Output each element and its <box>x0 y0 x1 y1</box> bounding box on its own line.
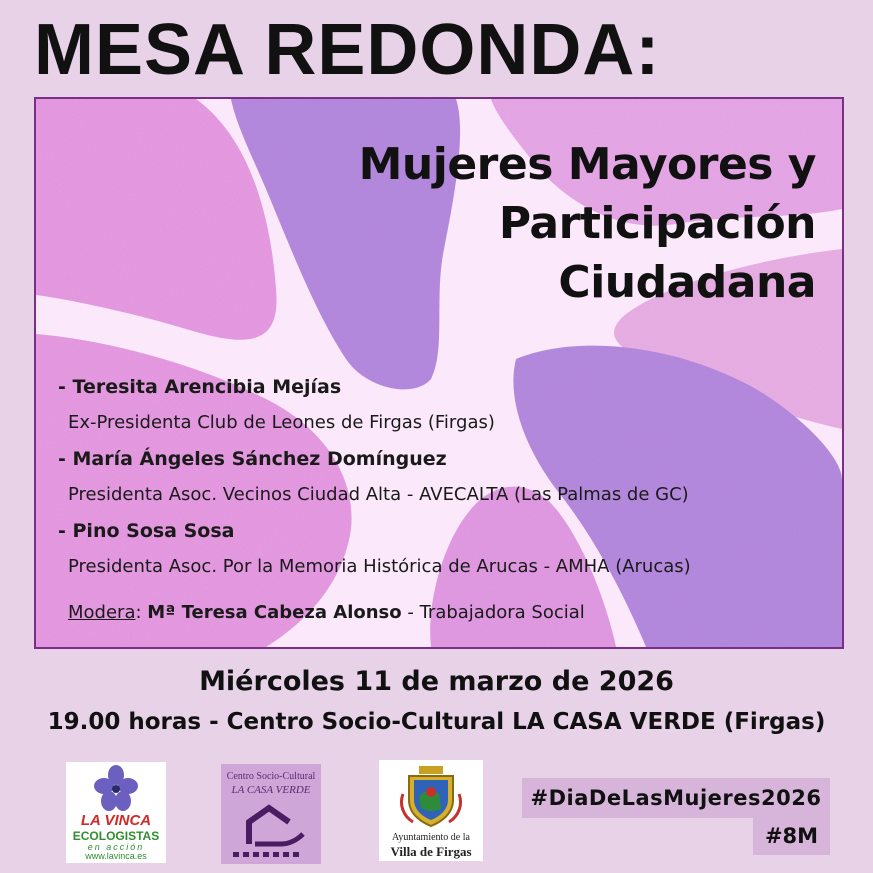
vinca-tagline: en acción <box>87 842 145 852</box>
flower-icon <box>66 764 166 814</box>
poster-panel <box>34 97 844 649</box>
speaker-item <box>58 369 838 441</box>
event-venue: 19.00 horas - Centro Socio-Cultural LA CASA VERDE (Firgas) <box>47 709 826 735</box>
event-subtitle <box>256 135 816 312</box>
speaker-list <box>58 369 838 631</box>
casa-line1: Centro Socio-Cultural <box>226 771 316 782</box>
la-vinca-logo <box>66 762 166 863</box>
casa-line2: LA CASA VERDE <box>231 784 311 796</box>
speaker-role: Presidenta Asoc. Vecinos Ciudad Alta - AVECALTA (Las Palmas de GC) <box>68 484 689 505</box>
firgas-line1: Ayuntamiento de la <box>392 832 470 843</box>
firgas-council-logo <box>379 760 483 861</box>
moderator-name: Mª Teresa Cabeza Alonso <box>147 602 402 623</box>
moderator-line <box>58 595 838 631</box>
subtitle-line-2: Participación <box>498 198 816 249</box>
moderator-role: - Trabajadora Social <box>401 602 585 623</box>
casa-verde-logo <box>221 764 321 864</box>
speaker-role: Ex-Presidenta Club de Leones de Firgas (Firgas) <box>68 412 495 433</box>
vinca-url: www.lavinca.es <box>85 851 147 861</box>
firgas-line2: Villa de Firgas <box>390 844 472 859</box>
main-title: MESA REDONDA: <box>34 10 661 90</box>
moderator-label: Modera <box>68 602 136 623</box>
moderator-separator: : <box>135 602 148 623</box>
blob-top-left <box>36 99 277 340</box>
house-icon <box>221 800 321 860</box>
speaker-item <box>58 441 838 513</box>
vinca-name: LA VINCA <box>80 812 152 829</box>
speaker-item <box>58 513 838 585</box>
subtitle-line-3: Ciudadana <box>558 257 816 308</box>
hashtag-dia-mujeres: #DiaDeLasMujeres2026 <box>522 778 830 818</box>
speaker-role: Presidenta Asoc. Por la Memoria Histórica de Arucas - AMHA (Arucas) <box>68 556 691 577</box>
speaker-name: - María Ángeles Sánchez Domínguez <box>58 448 447 470</box>
vinca-sub: ECOLOGISTAS <box>72 829 160 843</box>
coat-of-arms-icon <box>379 764 483 830</box>
speaker-name: - Teresita Arencibia Mejías <box>58 376 342 398</box>
hashtag-8m: #8M <box>753 817 830 855</box>
speaker-name: - Pino Sosa Sosa <box>58 520 235 542</box>
event-date: Miércoles 11 de marzo de 2026 <box>199 666 674 697</box>
subtitle-line-1: Mujeres Mayores y <box>358 139 816 190</box>
